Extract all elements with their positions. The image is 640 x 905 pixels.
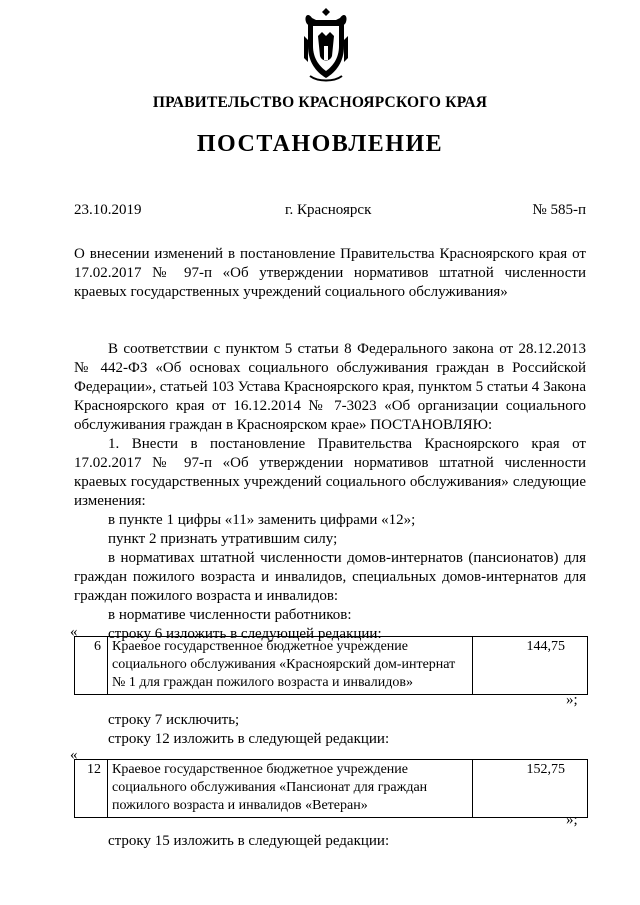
row12-intro: строку 12 изложить в следующей редакции: [108, 731, 390, 747]
document-title: О внесении изменений в постановление Правительства Красноярского края от 17.02.2017 № 97-п «Об утверждении нормативов штатной численности краевых государственных учреждений социального обслуживания» [74, 246, 586, 300]
change-2: пункт 2 признать утратившим силу; [108, 531, 338, 547]
change-3: в нормативах штатной численности домов-интернатов (пансионатов) для граждан пожилого возраста и инвалидов, специальных домов-интернатов для граждан пожилого возраста и инвалидов: [74, 550, 586, 604]
institution-name: Краевое государственное бюджетное учреждение социального обслуживания «Пансионат для граждан пожилого возраста и инвалидов «Ветеран» [108, 760, 473, 818]
document-type: ПОСТАНОВЛЕНИЕ [196, 131, 444, 157]
row-number: 12 [75, 760, 108, 818]
table-row-6 [74, 636, 588, 695]
change-4: в нормативе численности работников: [108, 607, 352, 623]
government-name: ПРАВИТЕЛЬСТВО КРАСНОЯРСКОГО КРАЯ [152, 94, 488, 111]
document-city: г. Красноярск [285, 202, 372, 218]
document-date: 23.10.2019 [74, 202, 142, 218]
open-quote: « [70, 624, 78, 640]
table-row [75, 760, 588, 818]
document-body [74, 340, 586, 644]
item-1: 1. Внести в постановление Правительства Красноярского края от 17.02.2017 № 97-п «Об утверждении нормативов штатной численности краевых государственных учреждений социального обслуживания» следующие изменения: [74, 436, 586, 509]
staff-value: 152,75 [473, 760, 588, 818]
coat-of-arms-icon [302, 6, 350, 84]
table-row-12 [74, 759, 588, 818]
change-1: в пункте 1 цифры «11» заменить цифрами «12»; [108, 512, 416, 528]
open-quote: « [70, 747, 78, 763]
preamble: В соответствии с пунктом 5 статьи 8 Федерального закона от 28.12.2013 № 442-ФЗ «Об основах социального обслуживания граждан в Российской Федерации», статьей 103 Устава Красноярского края, пунктом 5 статьи 4 Закона Красноярского края от 16.12.2014 № 7-3023 «Об организации социального обслуживания граждан в Красноярском крае» ПОСТАНОВЛЯЮ: [74, 341, 586, 433]
document-number: № 585-п [532, 202, 586, 218]
close-quote: »; [566, 812, 578, 828]
row-number: 6 [75, 637, 108, 695]
row7-text: строку 7 исключить; [108, 712, 240, 728]
row15-intro: строку 15 изложить в следующей редакции: [108, 833, 390, 849]
row6-intro: строку 6 изложить в следующей редакции: [108, 626, 382, 642]
staff-value: 144,75 [473, 637, 588, 695]
table-row [75, 637, 588, 695]
institution-name: Краевое государственное бюджетное учреждение социального обслуживания «Красноярский дом-интернат № 1 для граждан пожилого возраста и инвалидов» [108, 637, 473, 695]
close-quote: »; [566, 692, 578, 708]
